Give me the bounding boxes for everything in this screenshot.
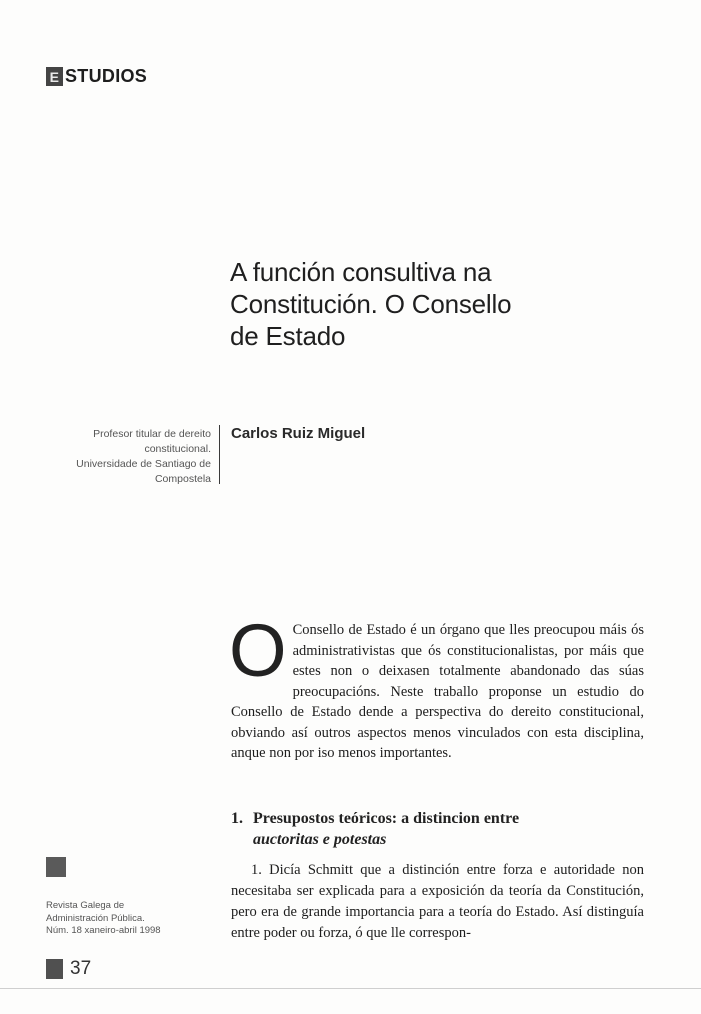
heading-line-2: [231, 829, 651, 850]
affiliation-line-4: Compostela: [154, 473, 211, 485]
sidebar-square-marker: [46, 857, 66, 877]
page-number: 37: [70, 958, 92, 979]
author-affiliation: [51, 427, 211, 487]
title-line-1: A función consultiva na: [230, 257, 492, 287]
journal-line-1: Revista Galega de: [46, 900, 125, 911]
affiliation-line-1: Profesor titular de dereito: [93, 428, 211, 440]
section-initial-box: E: [46, 67, 63, 86]
heading-term-potestas: potestas: [333, 831, 387, 848]
abstract-text: Consello de Estado é un órgano que lles preocupou máis ós administrativistas que ós constitucionalistas, por máis que estes non o deixasen totalmente abandonado das súas preocupacións. Neste traballo proponse un estudio do Consello de Estado dende a perspectiva do dereito constitucional, obviando así outros aspectos menos vinculados con esta disciplina, anque non por iso menos importantes.: [231, 622, 644, 761]
page-bottom-rule: [0, 988, 701, 989]
journal-line-3: Núm. 18 xaneiro-abril 1998: [46, 925, 161, 936]
body-paragraph: 1. Dicía Schmitt que a distinción entre forza e autoridade non necesitaba ser explicada para a exposición da teoría da Constitución, pero era de grande importancia para a teoría do Estado. Así distinguía entre poder ou forza, ó que lle correspon-: [231, 862, 644, 941]
affiliation-line-2: constitucional.: [144, 443, 211, 455]
section-label: STUDIOS: [65, 66, 148, 86]
journal-info: [46, 900, 216, 938]
drop-cap: O: [229, 609, 287, 692]
journal-line-2: Administración Pública.: [46, 912, 145, 924]
author-name: Carlos Ruiz Miguel: [231, 425, 366, 442]
title-line-2: Constitución. O Consello: [230, 289, 512, 319]
page-number-marker: [46, 959, 63, 979]
article-title: [230, 256, 650, 352]
heading-term-auctoritas: auctoritas: [253, 831, 319, 848]
title-line-3: de Estado: [230, 321, 346, 351]
abstract: [229, 609, 644, 764]
heading-number: 1.: [231, 810, 243, 827]
affiliation-line-3: Universidade de Santiago de: [76, 458, 211, 470]
author-divider: [219, 425, 220, 484]
section-heading: [231, 808, 651, 850]
heading-line-1: Presupostos teóricos: a distincion entre: [253, 810, 520, 827]
heading-conjunction: e: [318, 831, 334, 848]
section-tag: [46, 66, 147, 87]
